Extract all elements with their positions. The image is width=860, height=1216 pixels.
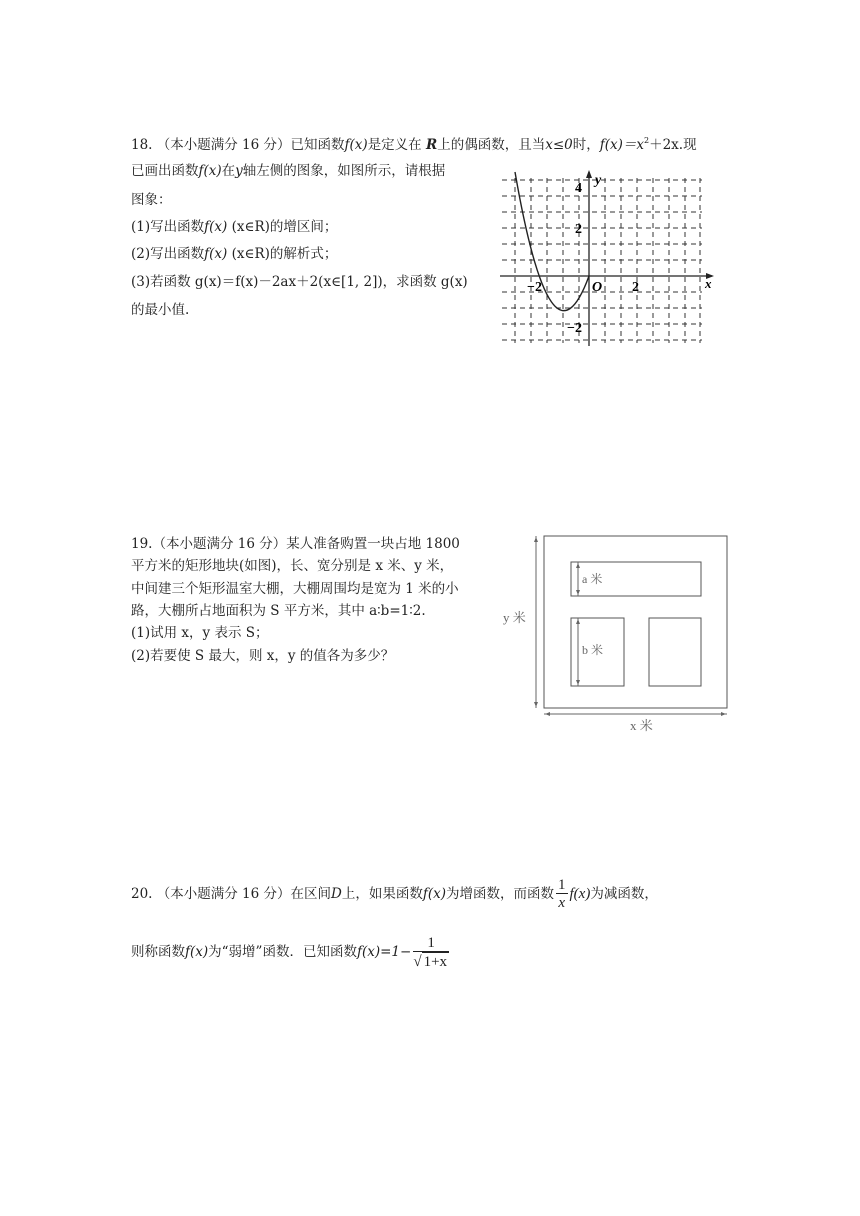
- tick-label-neg2-x: −2: [527, 280, 542, 295]
- q19-line4: 路，大棚所占地面积为 S 平方米，其中 a∶b=1∶2.: [131, 603, 426, 619]
- q18-item1: [131, 217, 337, 237]
- q18-text: 时，: [572, 137, 600, 153]
- q18-text: 是定义在: [367, 137, 422, 153]
- function-graph: [500, 168, 725, 346]
- q20-fx2: f(x): [569, 886, 591, 902]
- q18-sup: 2: [644, 136, 650, 145]
- q18-item3: (3)若函数 g(x)＝f(x)－2ax＋2(x∈[1, 2])，求函数 g(x): [131, 274, 468, 290]
- q18-text: (x∈R): [227, 246, 270, 262]
- q18-text: ＋2x.现: [649, 137, 697, 153]
- y-axis-arrow-icon: [586, 170, 592, 178]
- x-dimension-label: x 米: [630, 718, 653, 733]
- q18-func: f(x)＝x: [599, 137, 644, 153]
- q20-text: 为增函数，而函数: [446, 886, 555, 902]
- tick-label-4: 4: [575, 181, 582, 196]
- y-axis-label: y: [595, 173, 602, 188]
- greenhouse-right: [649, 618, 701, 686]
- y-arrow-down-icon: [534, 702, 538, 707]
- q18-R: R: [425, 137, 438, 153]
- a-arrow-down-icon: [576, 590, 580, 595]
- q20-fraction-sqrt: [413, 935, 449, 971]
- q18-text: 的增区间；: [269, 219, 338, 235]
- q20-text: 20. （本小题满分 16 分）在区间: [131, 886, 332, 902]
- q18-text: 在: [221, 163, 236, 179]
- q18-text: 的解析式；: [269, 246, 338, 262]
- q19-item2: (2)若要使 S 最大，则 x，y 的值各为多少？: [131, 648, 395, 664]
- origin-label: O: [592, 280, 603, 295]
- q19-line2: 平方米的矩形地块(如图)，长、宽分别是 x 米、y 米，: [131, 558, 454, 574]
- q20-line1: [131, 872, 658, 916]
- q20-frac-den: x: [558, 895, 566, 911]
- q20-frac-num: 1: [558, 877, 566, 893]
- b-label: b 米: [582, 643, 604, 657]
- q20-func: f(x)=1−: [356, 944, 412, 960]
- tick-label-2-x: 2: [632, 280, 639, 295]
- q18-text: 上的偶函数，且当: [437, 137, 546, 153]
- q18-item3b: 的最小值.: [131, 302, 190, 318]
- q19-item1: (1)试用 x，y 表示 S；: [131, 625, 269, 641]
- q18-intro: 18. （本小题满分 16 分）已知函数: [131, 137, 345, 153]
- a-arrow-up-icon: [576, 563, 580, 568]
- q18-fx: f(x): [198, 163, 222, 179]
- q20-text: 则称函数: [131, 944, 185, 960]
- q18-text: (1)写出函数: [131, 219, 205, 235]
- y-arrow-up-icon: [534, 537, 538, 542]
- x-arrow-right-icon: [721, 712, 726, 716]
- y-dimension-label: y 米: [503, 610, 526, 625]
- tick-label-2-y: 2: [575, 222, 582, 237]
- q18-y: y: [235, 163, 243, 179]
- q20-text: 上，如果函数: [341, 886, 423, 902]
- tick-label-neg2-y: −2: [567, 321, 582, 336]
- q18-fx: f(x): [204, 219, 228, 235]
- q18-text: (x∈R): [227, 219, 270, 235]
- q19-line3: 中间建三个矩形温室大棚，大棚周围均是宽为 1 米的小: [131, 581, 459, 597]
- q20-fraction-1-over-x: [556, 877, 568, 912]
- q18-text: 轴左侧的图象，如图所示，请根据: [242, 163, 446, 179]
- graph-grid: [502, 178, 702, 343]
- q20-fx: f(x): [422, 886, 447, 902]
- b-arrow-up-icon: [576, 619, 580, 624]
- x-axis-label: x: [705, 276, 712, 291]
- x-arrow-left-icon: [545, 712, 550, 716]
- q20-line2: [131, 930, 451, 974]
- a-label: a 米: [582, 572, 603, 586]
- q20-text: 为“弱增”函数．已知函数: [208, 944, 357, 960]
- q20-text: 为减函数，: [590, 886, 658, 902]
- q18-line2: [131, 161, 445, 181]
- q20-D: D: [331, 886, 342, 902]
- q18-fx: f(x): [204, 246, 228, 262]
- q18-line3: 图象：: [131, 192, 172, 208]
- b-arrow-down-icon: [576, 680, 580, 685]
- land-plot-figure: [498, 530, 734, 736]
- q20-fx: f(x): [185, 944, 209, 960]
- q18-fx: f(x): [344, 137, 368, 153]
- q20-sqrt-body: 1+x: [423, 953, 448, 970]
- q18-text: (2)写出函数: [131, 246, 205, 262]
- q18-item2: [131, 244, 337, 264]
- q18-cond: x≤0: [545, 137, 573, 153]
- q18-text: 已画出函数: [131, 163, 199, 179]
- q20-frac2-den: √ 1+x: [413, 953, 448, 970]
- q18-line1: [131, 131, 697, 155]
- q19-line1: 19.（本小题满分 16 分）某人准备购置一块占地 1800: [131, 536, 460, 552]
- q20-frac2-num: 1: [413, 935, 449, 952]
